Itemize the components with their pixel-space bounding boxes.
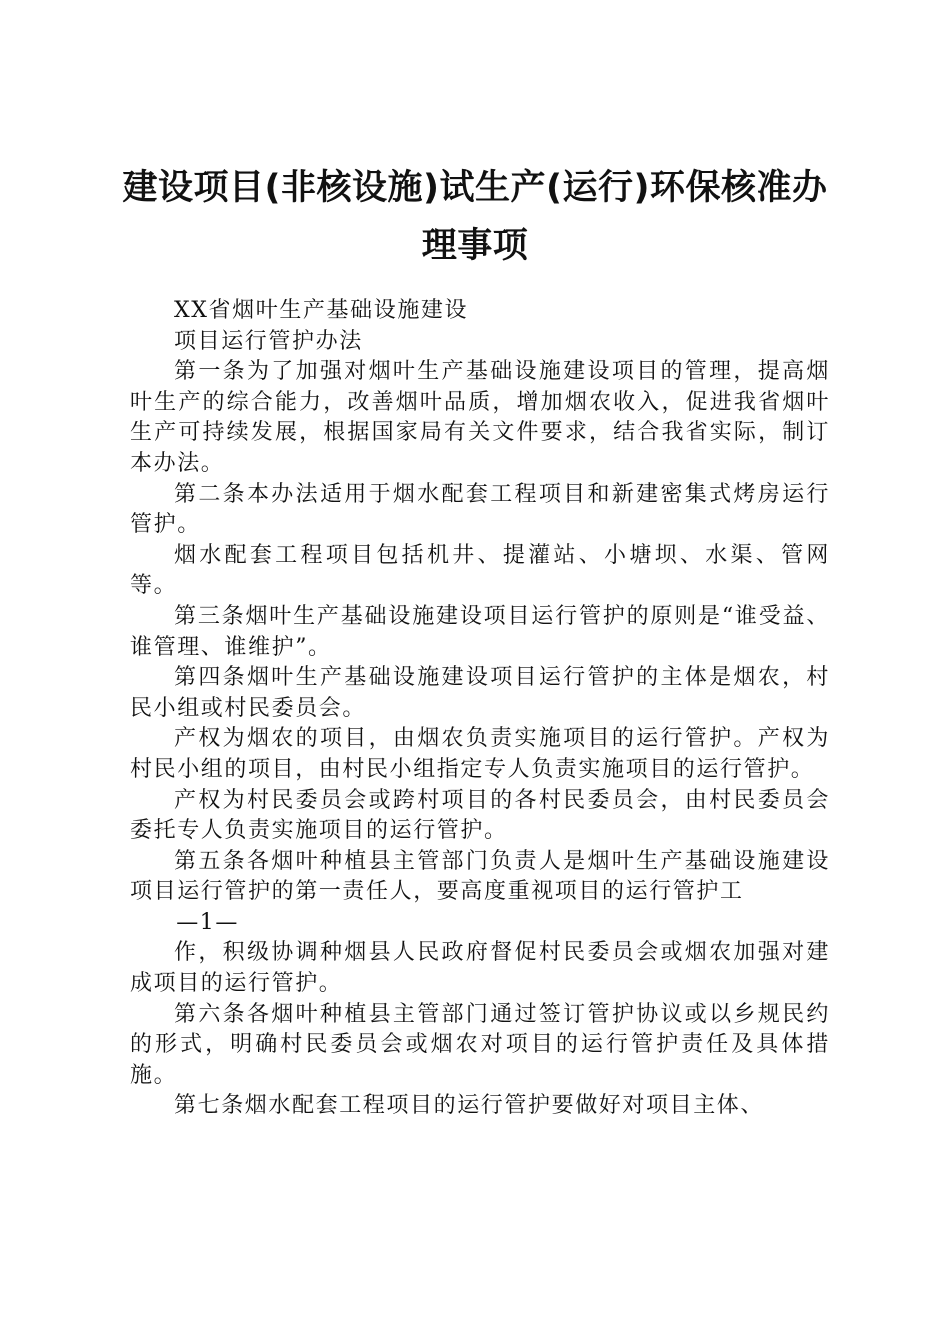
paragraph: 项目运行管护办法 bbox=[174, 328, 363, 354]
document-body bbox=[130, 296, 830, 1122]
paragraph: 第五条各烟叶种植县主管部门负责人是烟叶生产基础设施建设项目运行管护的第一责任人，要高度重视项目的运行管护工 bbox=[130, 848, 830, 905]
paragraph: 第三条烟叶生产基础设施建设项目运行管护的原则是“谁受益、谁管理、谁维护”。 bbox=[130, 603, 830, 660]
paragraph: 烟水配套工程项目包括机井、提灌站、小塘坝、水渠、管网等。 bbox=[130, 542, 830, 599]
paragraph: 第七条烟水配套工程项目的运行管护要做好对项目主体、 bbox=[174, 1093, 765, 1119]
paragraph: 作，积级协调种烟县人民政府督促村民委员会或烟农加强对建成项目的运行管护。 bbox=[130, 940, 830, 997]
paragraph: 产权为烟农的项目，由烟农负责实施项目的运行管护。产权为村民小组的项目，由村民小组指定专人负责实施项目的运行管护。 bbox=[130, 726, 830, 782]
document-title-line2: 理事项 bbox=[421, 226, 529, 266]
paragraph: 第一条为了加强对烟叶生产基础设施建设项目的管理，提高烟叶生产的综合能力，改善烟叶品质，增加烟农收入，促进我省烟叶生产可持续发展，根据国家局有关文件要求，结合我省实际，制订本办法。 bbox=[130, 359, 830, 476]
page-number: —1— bbox=[176, 909, 239, 935]
document-title-line1: 建设项目(非核设施)试生产(运行)环保核准办 bbox=[122, 168, 828, 208]
paragraph: 第四条烟叶生产基础设施建设项目运行管护的主体是烟农，村民小组或村民委员会。 bbox=[130, 665, 830, 721]
paragraph: XX省烟叶生产基础设施建设 bbox=[174, 298, 469, 323]
paragraph: 第六条各烟叶种植县主管部门通过签订管护协议或以乡规民约的形式，明确村民委员会或烟农对项目的运行管护责任及具体措施。 bbox=[130, 1001, 830, 1088]
paragraph: 第二条本办法适用于烟水配套工程项目和新建密集式烤房运行管护。 bbox=[130, 481, 830, 538]
paragraph: 产权为村民委员会或跨村项目的各村民委员会，由村民委员会委托专人负责实施项目的运行管护。 bbox=[130, 787, 830, 844]
